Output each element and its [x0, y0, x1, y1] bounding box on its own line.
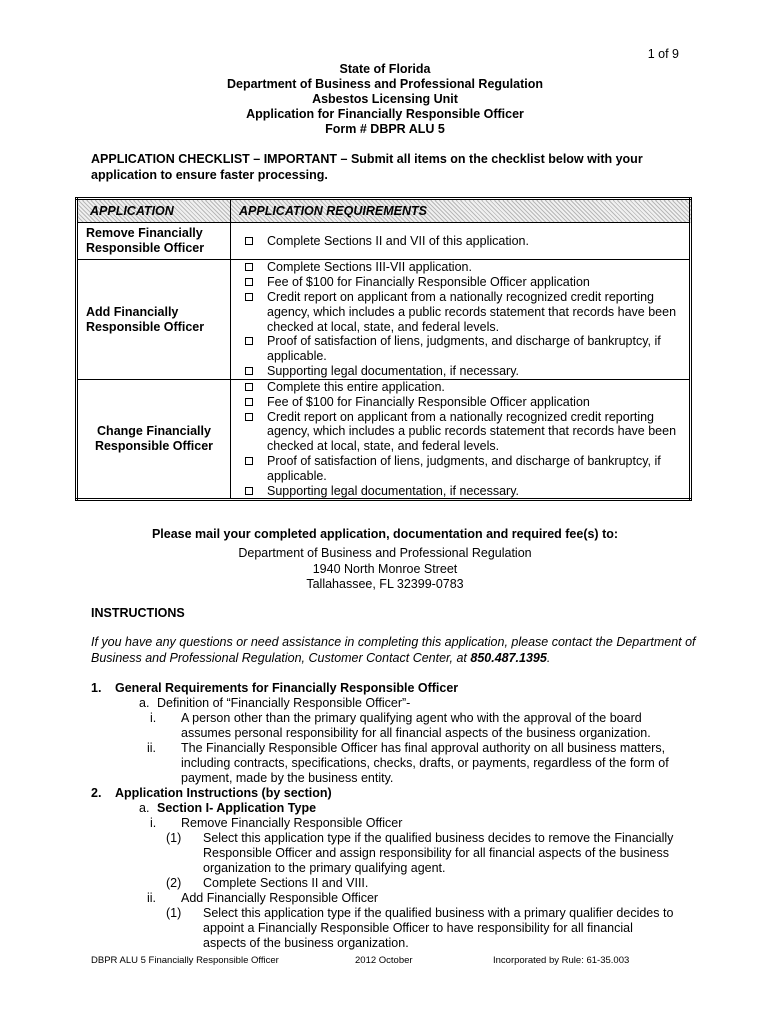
section-title: Application Instructions (by section) [115, 786, 332, 800]
item-text: A person other than the primary qualifying agent who with the approval of the board [181, 711, 642, 725]
header-unit: Asbestos Licensing Unit [312, 92, 458, 106]
checkbox-icon [245, 367, 253, 375]
instructions-heading: INSTRUCTIONS [91, 606, 185, 620]
item-marker: i. [150, 711, 157, 725]
requirements-list [231, 234, 689, 249]
page-number: 1 of 9 [647, 47, 679, 61]
checkbox-icon [245, 383, 253, 391]
item-text: Responsible Officer and assign responsibility for all financial aspects of the business [203, 846, 669, 860]
item-text: aspects of the business organization. [203, 936, 409, 950]
footer-date: 2012 October [355, 955, 413, 966]
item-text: organization to the primary qualifying agent. [203, 861, 446, 875]
header-form-number: Form # DBPR ALU 5 [325, 122, 445, 136]
item-marker: a. [139, 696, 150, 710]
checkbox-icon [245, 457, 253, 465]
requirements-cell [231, 380, 691, 500]
instructions-intro: If you have any questions or need assistance in completing this application, please contact the Department of Business and Professional Regulation, Customer Contact Center, at 850.487.1395. [91, 635, 696, 665]
checklist-table [75, 197, 692, 501]
requirements-cell [231, 260, 691, 380]
checkbox-icon [245, 337, 253, 345]
list-item: Proof of satisfaction of liens, judgments, and discharge of bankruptcy, if applicable. [243, 454, 681, 484]
checkbox-icon [245, 293, 253, 301]
section-number: 2. [91, 786, 102, 800]
list-item: Fee of $100 for Financially Responsible Officer application [243, 395, 681, 410]
col-header-requirements: APPLICATION REQUIREMENTS [231, 199, 691, 223]
item-marker: ii. [147, 891, 157, 905]
list-item: Credit report on applicant from a nationally recognized credit reporting agency, which includes a public records statement that records have been checked at local, state, and federal levels. [243, 290, 681, 334]
item-text: assumes personal responsibility for all financial aspects of the business organization. [181, 726, 651, 740]
section-number: 1. [91, 681, 102, 695]
list-item: Complete Sections II and VII of this application. [243, 234, 681, 249]
list-item: Supporting legal documentation, if necessary. [243, 364, 681, 379]
item-marker: (1) [166, 831, 182, 845]
item-marker: (1) [166, 906, 182, 920]
footer-form-name: DBPR ALU 5 Financially Responsible Officer [91, 955, 279, 966]
requirements-cell [231, 223, 691, 260]
table-row [77, 223, 691, 260]
section-title: General Requirements for Financially Responsible Officer [115, 681, 459, 695]
list-item: Proof of satisfaction of liens, judgments, and discharge of bankruptcy, if applicable. [243, 334, 681, 364]
item-text: Complete Sections II and VIII. [203, 876, 369, 890]
requirements-list [231, 260, 689, 378]
application-type-cell: Add Financially Responsible Officer [77, 260, 231, 380]
checkbox-icon [245, 487, 253, 495]
checkbox-icon [245, 237, 253, 245]
list-item: Complete this entire application. [243, 380, 681, 395]
table-row [77, 260, 691, 380]
item-marker: a. [139, 801, 150, 815]
mail-heading: Please mail your completed application, documentation and required fee(s) to: [151, 527, 619, 541]
item-text: including contracts, specifications, checks, drafts, or payments, regardless of the form of [181, 756, 669, 770]
table-header-row [77, 199, 691, 223]
document-header [0, 62, 770, 137]
item-text: Remove Financially Responsible Officer [181, 816, 403, 830]
requirements-list [231, 380, 689, 498]
item-text: appoint a Financially Responsible Officer to have responsibility for all financial [203, 921, 633, 935]
application-type-cell: Change Financially Responsible Officer [77, 380, 231, 500]
phone-number: 850.487.1395 [470, 650, 547, 665]
item-text: Add Financially Responsible Officer [181, 891, 379, 905]
footer-rule: Incorporated by Rule: 61-35.003 [493, 955, 630, 966]
item-text: Select this application type if the qualified business with a primary qualifier decides to [203, 906, 674, 920]
address-line: Tallahassee, FL 32399-0783 [306, 577, 464, 591]
item-marker: ii. [147, 741, 157, 755]
checkbox-icon [245, 263, 253, 271]
checkbox-icon [245, 413, 253, 421]
checkbox-icon [245, 398, 253, 406]
item-text: payment, made by the business entity. [181, 771, 394, 785]
header-state: State of Florida [339, 62, 431, 76]
item-marker: (2) [166, 876, 182, 890]
table-row [77, 380, 691, 500]
item-text: Select this application type if the qualified business decides to remove the Financially [203, 831, 674, 845]
item-title: Section I- Application Type [157, 801, 317, 815]
item-marker: i. [150, 816, 157, 830]
item-text: Definition of “Financially Responsible Officer”- [157, 696, 411, 710]
list-item: Complete Sections III-VII application. [243, 260, 681, 275]
application-type-cell: Remove Financially Responsible Officer [77, 223, 231, 260]
mailing-address [0, 546, 770, 593]
list-item: Supporting legal documentation, if necessary. [243, 484, 681, 499]
header-department: Department of Business and Professional Regulation [226, 77, 544, 91]
item-text: The Financially Responsible Officer has final approval authority on all business matters, [181, 741, 666, 755]
col-header-application: APPLICATION [77, 199, 231, 223]
list-item: Fee of $100 for Financially Responsible Officer application [243, 275, 681, 290]
address-line: 1940 North Monroe Street [312, 561, 458, 576]
address-line: Department of Business and Professional Regulation [238, 546, 532, 560]
list-item: Credit report on applicant from a nationally recognized credit reporting agency, which includes a public records statement that records have been checked at local, state, and federal levels. [243, 410, 681, 454]
checkbox-icon [245, 278, 253, 286]
checklist-intro: APPLICATION CHECKLIST – IMPORTANT – Submit all items on the checklist below with your application to ensure faster processing. [91, 152, 643, 182]
header-form-title: Application for Financially Responsible Officer [246, 107, 524, 121]
